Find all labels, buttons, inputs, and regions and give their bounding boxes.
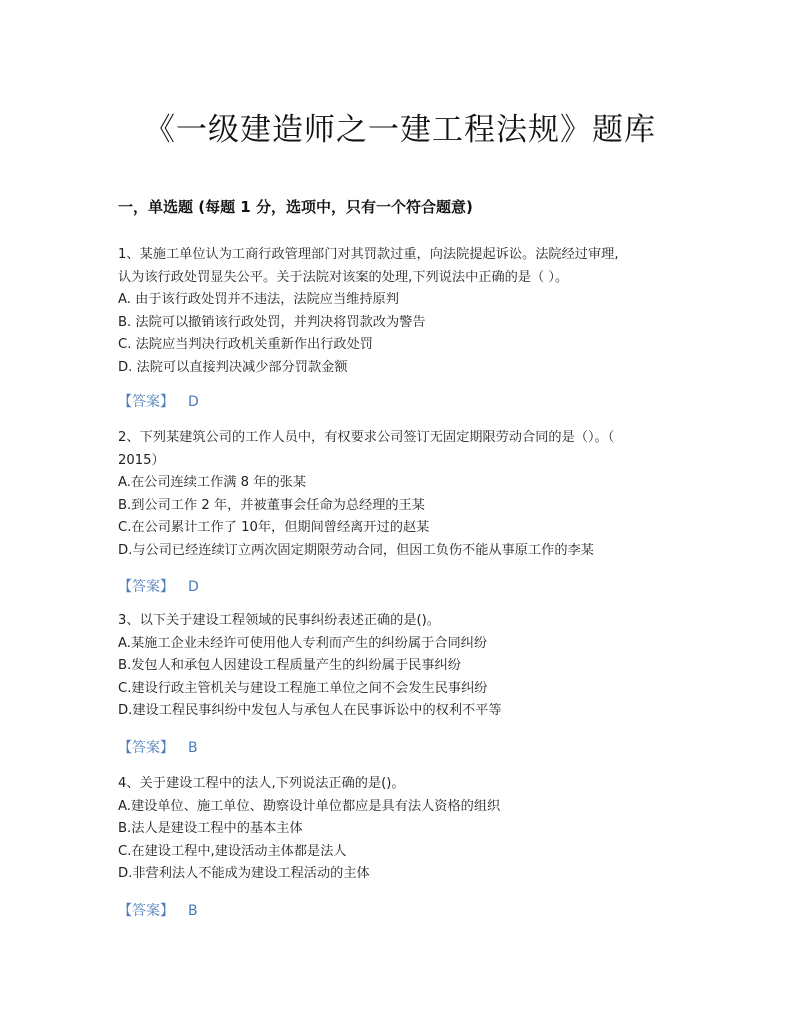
document-title: 《一级建造师之一建工程法规》题库 — [144, 112, 656, 148]
question-3-option-a: A.某施工企业未经许可使用他人专利而产生的纠纷属于合同纠纷 — [118, 635, 488, 651]
answer-label: 【答案】 — [118, 903, 174, 919]
question-1-option-a: A. 由于该行政处罚并不违法，法院应当维持原判 — [118, 292, 399, 308]
question-4-option-b: B.法人是建设工程中的基本主体 — [118, 821, 303, 837]
answer-value: D — [188, 394, 199, 410]
question-2-option-a: A.在公司连续工作满 8 年的张某 — [118, 475, 307, 491]
question-3-option-b: B.发包人和承包人因建设工程质量产生的纠纷属于民事纠纷 — [118, 658, 461, 674]
answer-value: D — [188, 579, 199, 595]
question-4-option-a: A.建设单位、施工单位、勘察设计单位都应是具有法人资格的组织 — [118, 798, 501, 814]
question-4-option-d: D.非营利法人不能成为建设工程活动的主体 — [118, 866, 370, 882]
question-2-answer — [118, 576, 199, 598]
answer-value: B — [188, 740, 198, 756]
question-1-stem-line-2: 认为该行政处罚显失公平。关于法院对该案的处理,下列说法中正确的是（ ）。 — [118, 269, 569, 285]
question-3-answer — [118, 737, 198, 759]
question-3-option-c: C.建设行政主管机关与建设工程施工单位之间不会发生民事纠纷 — [118, 680, 488, 696]
question-1-stem-line-1: 1、某施工单位认为工商行政管理部门对其罚款过重，向法院提起诉讼。法院经过审理, — [118, 247, 619, 262]
question-1-option-c: C. 法院应当判决行政机关重新作出行政处罚 — [118, 337, 373, 353]
answer-label: 【答案】 — [118, 740, 174, 756]
question-1-option-b: B. 法院可以撤销该行政处罚，并判决将罚款改为警告 — [118, 314, 426, 330]
question-3-stem-line-1: 3、以下关于建设工程领域的民事纠纷表述正确的是()。 — [118, 613, 440, 628]
question-2-option-c: C.在公司累计工作了 10年，但期间曾经离开过的赵某 — [118, 520, 430, 536]
question-1-option-d: D. 法院可以直接判决减少部分罚款金额 — [118, 359, 348, 375]
question-2-stem-line-1: 2、下列某建筑公司的工作人员中，有权要求公司签订无固定期限劳动合同的是（）。（ — [118, 430, 615, 445]
question-3-option-d: D.建设工程民事纠纷中发包人与承包人在民事诉讼中的权利不平等 — [118, 703, 502, 719]
question-2-option-b: B.到公司工作 2 年，并被董事会任命为总经理的王某 — [118, 497, 425, 513]
question-4-answer — [118, 900, 198, 922]
question-2-option-d: D.与公司已经连续订立两次固定期限劳动合同，但因工负伤不能从事原工作的李某 — [118, 542, 594, 558]
question-4-stem-line-1: 4、关于建设工程中的法人,下列说法正确的是()。 — [118, 776, 405, 791]
answer-label: 【答案】 — [118, 579, 174, 595]
question-4 — [118, 773, 678, 886]
question-2 — [118, 427, 678, 563]
answer-label: 【答案】 — [118, 394, 174, 410]
answer-value: B — [188, 903, 198, 919]
question-3 — [118, 610, 678, 723]
section-heading: 一，单选题 (每题 1 分，选项中，只有一个符合题意) — [118, 198, 473, 216]
question-1 — [118, 244, 678, 380]
question-1-answer — [118, 391, 199, 413]
question-2-stem-line-2: 2015） — [118, 452, 165, 468]
question-4-option-c: C.在建设工程中,建设活动主体都是法人 — [118, 843, 347, 859]
